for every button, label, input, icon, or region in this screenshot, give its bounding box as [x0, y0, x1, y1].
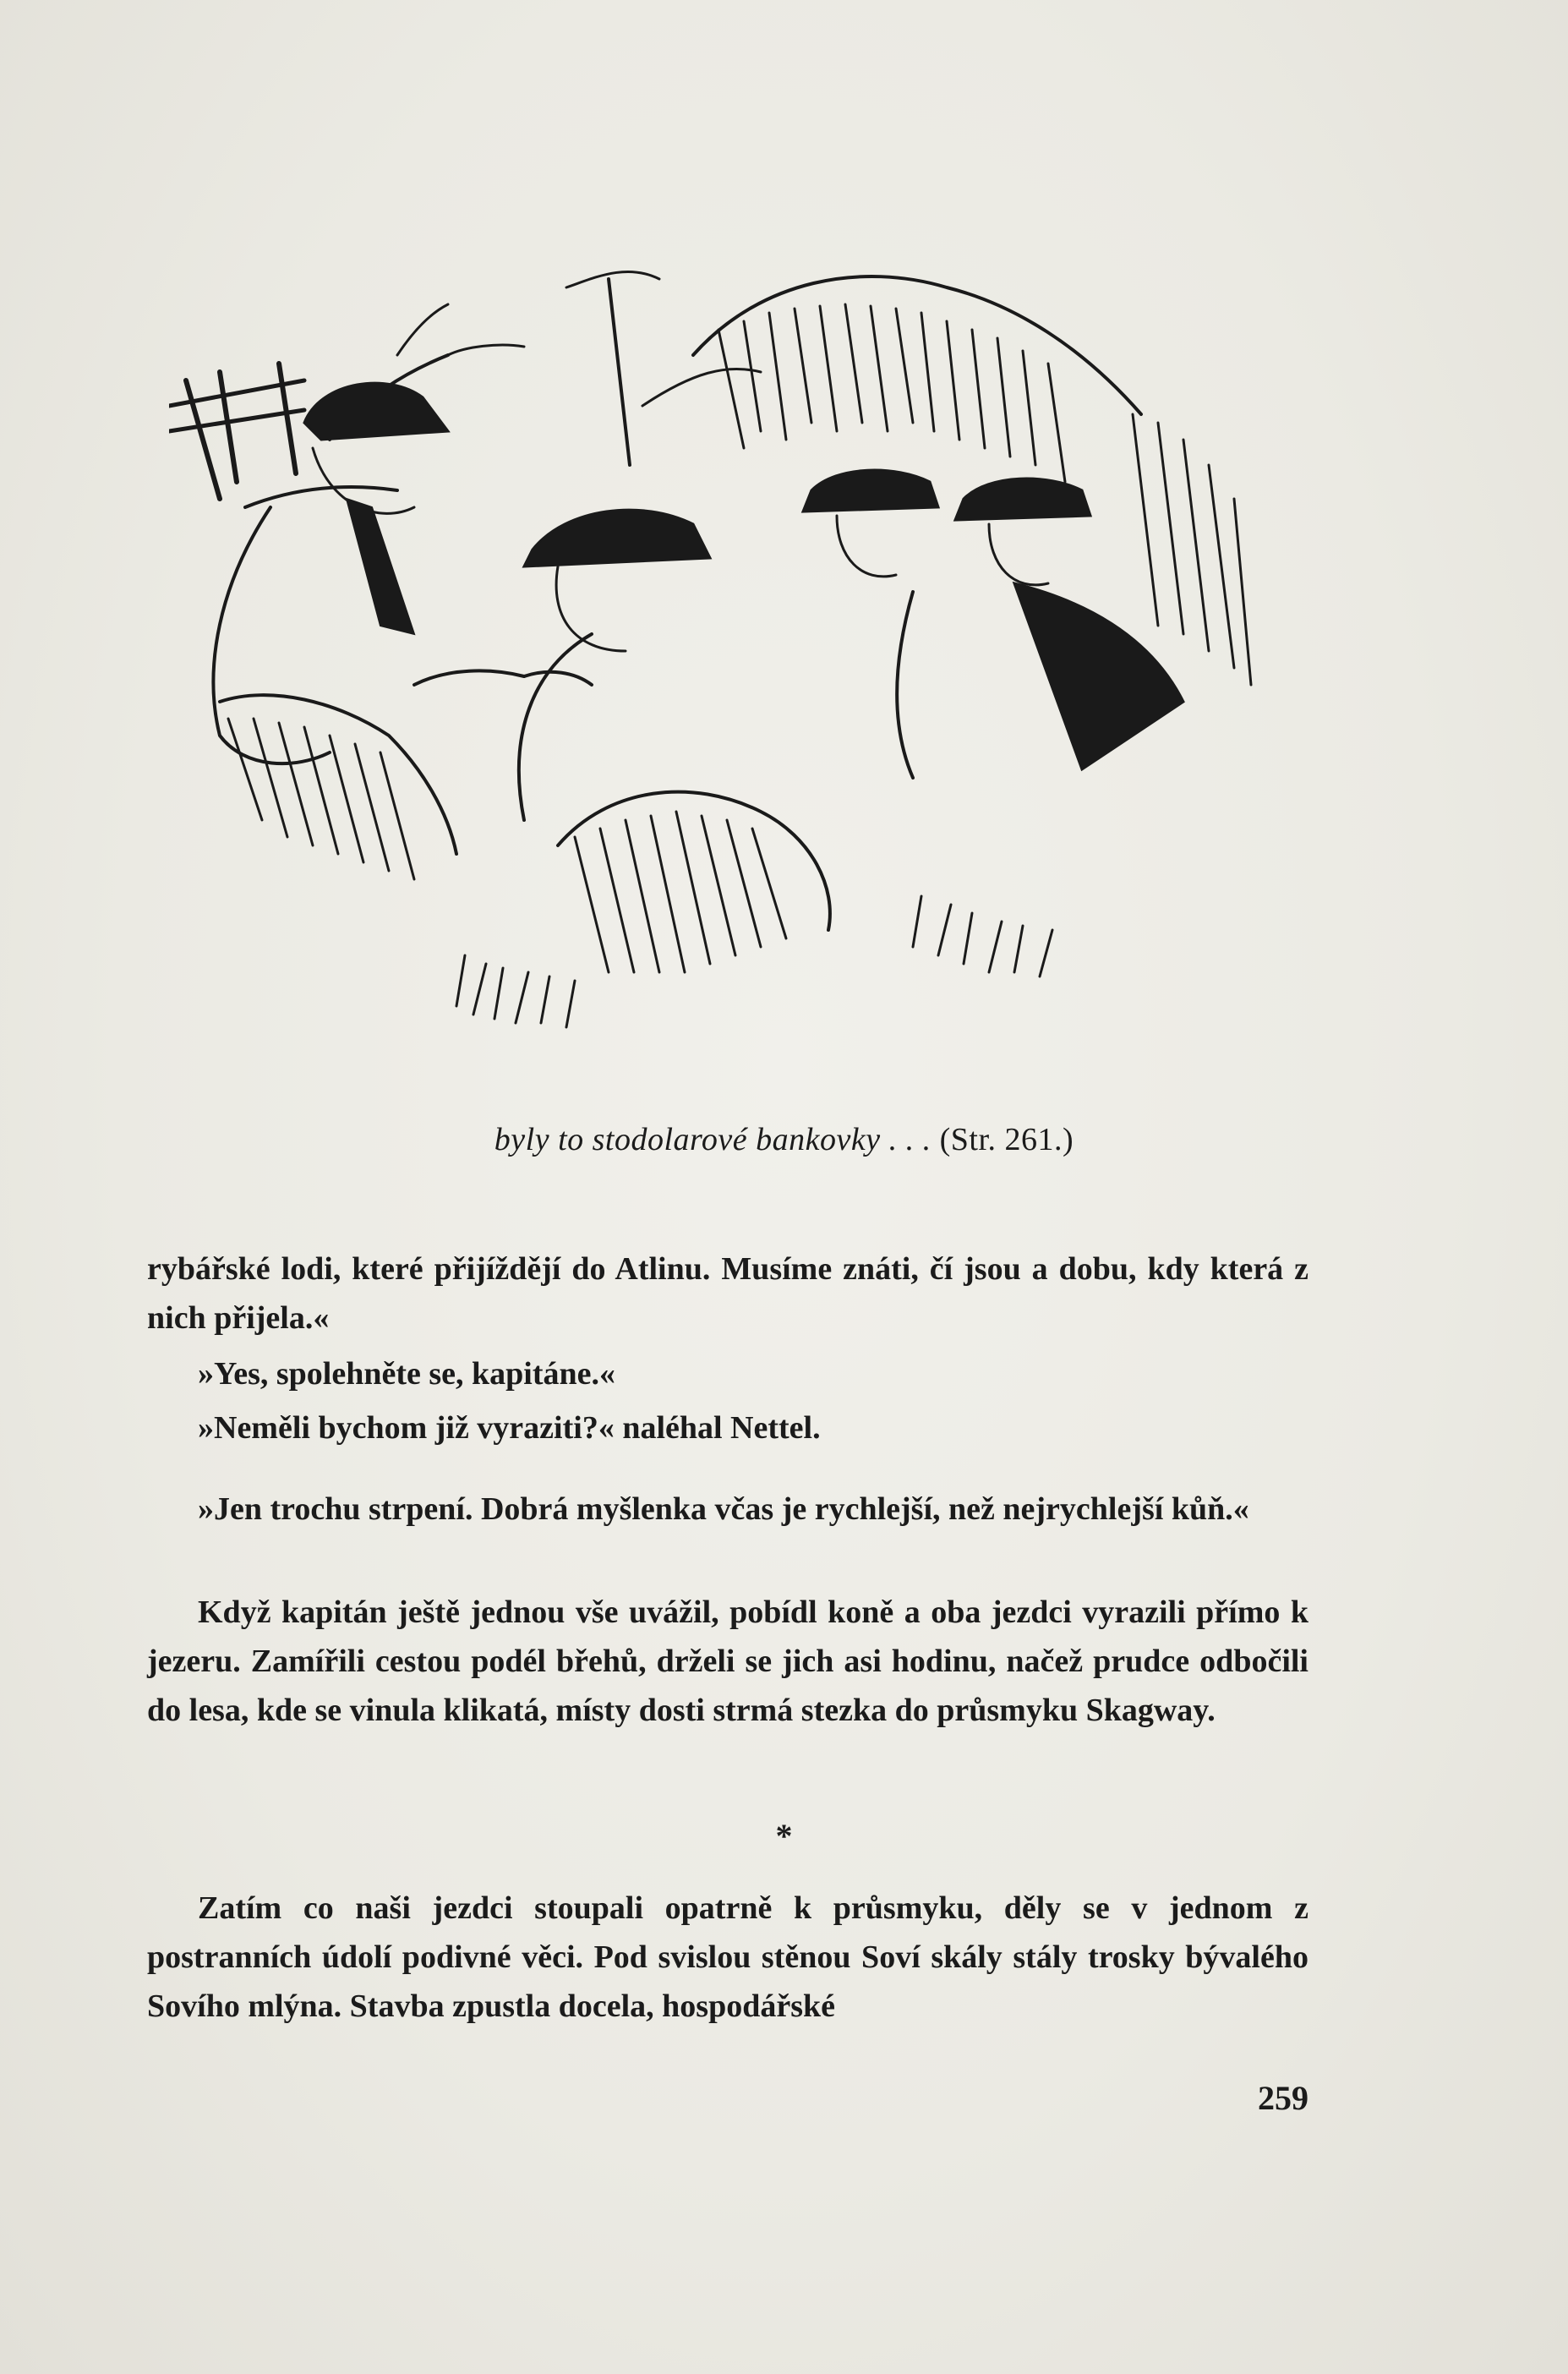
- caption-page-ref: (Str. 261.): [939, 1122, 1074, 1157]
- illustration-caption: [0, 1121, 1568, 1158]
- paragraph-text: Když kapitán ještě jednou vše uvážil, pobídl koně a oba jezdci vyrazili přímo k jezeru. Zamířili cestou podél břehů, drželi se jich asi hodinu, načež prudce odbočili do lesa, kde se vinula klikatá, místy dosti strmá stezka do průsmyku Skagway.: [147, 1595, 1308, 1728]
- paragraph-text: »Neměli bychom již vyraziti?« naléhal Nettel.: [198, 1410, 821, 1446]
- caption-text: byly to stodolarové bankovky . . .: [494, 1122, 932, 1157]
- paragraph-text: »Yes, spolehněte se, kapitáne.«: [198, 1356, 616, 1392]
- paragraph-mill: [147, 1884, 1308, 2031]
- dialogue-yes: [147, 1349, 1308, 1398]
- paragraph-text: Zatím co naši jezdci stoupali opatrně k průsmyku, děly se v jednom z postranních údolí podivné věci. Pod svislou stěnou Soví skály stály trosky bývalého Sovího mlýna. Stavba zpustla docela, hospodářské: [147, 1890, 1308, 2024]
- dialogue-nettel: [147, 1403, 1308, 1452]
- paragraph-continuation: [147, 1244, 1308, 1343]
- paragraph-text: rybářské lodi, které přijíždějí do Atlinu. Musíme znáti, čí jsou a dobu, kdy která z nich přijela.«: [147, 1251, 1308, 1336]
- illustration-drawing: [169, 228, 1336, 1082]
- dialogue-patience: [147, 1485, 1308, 1534]
- paragraph-ride: [147, 1588, 1308, 1735]
- ink-illustration: [169, 228, 1336, 1082]
- paragraph-text: »Jen trochu strpení. Dobrá myšlenka včas je rychlejší, než nejrychlejší kůň.«: [198, 1491, 1249, 1527]
- section-separator: *: [775, 1817, 793, 1855]
- page-number: 259: [1258, 2079, 1308, 2117]
